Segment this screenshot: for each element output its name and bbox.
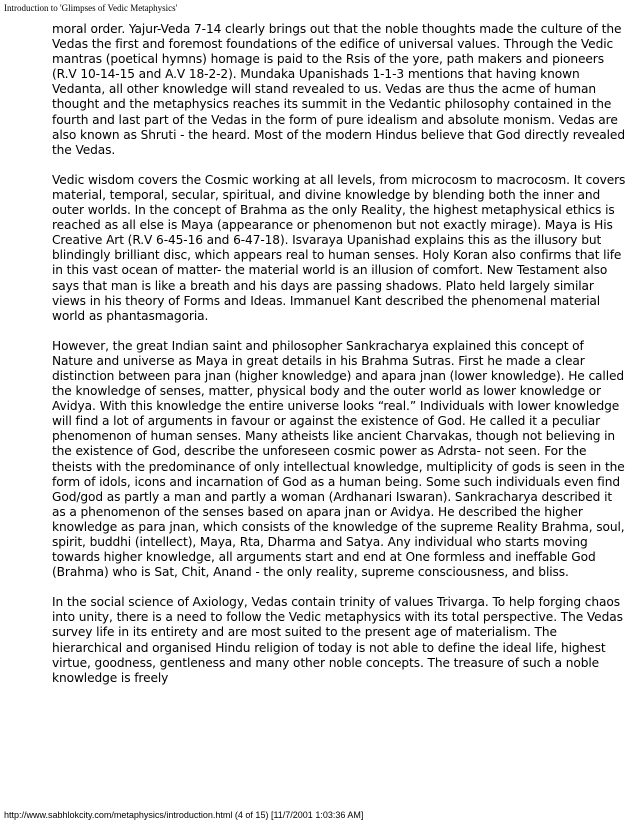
- paragraph-moral-order: moral order. Yajur-Veda 7-14 clearly brings out that the noble thoughts made the culture of the Vedas the first and foremost foundations of the edifice of universal values. Through the Vedic mantras (poetical hymns) homage is paid to the Rsis of the yore, path makers and pioneers (R.V 10-14-15 and A.V 18-2-2). Mundaka Upanishads 1-1-3 mentions that having known Vedanta, all other knowledge will stand revealed to us. Vedas are thus the acme of human thought and the metaphysics reaches its summit in the Vedantic philosophy contained in the fourth and last part of the Vedas in the form of pure idealism and absolute monism. Vedas are also known as Shruti - the heard. Most of the modern Hindus believe that God directly revealed the Vedas.: [52, 22, 625, 157]
- print-header-title: Introduction to 'Glimpses of Vedic Metaphysics': [4, 3, 178, 13]
- print-footer-url: http://www.sabhlokcity.com/metaphysics/introduction.html (4 of 15) [11/7/2001 1:03:36 AM]: [4, 810, 364, 820]
- article-body: [52, 22, 627, 686]
- paragraph-axiology: In the social science of Axiology, Vedas contain trinity of values Trivarga. To help forging chaos into unity, there is a need to follow the Vedic metaphysics with its total perspective. The Vedas survey life in its entirety and are most suited to the present age of materialism. The hierarchical and organised Hindu religion of today is not able to define the ideal life, highest virtue, goodness, gentleness and many other noble concepts. The treasure of such a noble knowledge is freely: [52, 595, 623, 685]
- paragraph-vedic-wisdom: Vedic wisdom covers the Cosmic working at all levels, from microcosm to macrocosm. It covers material, temporal, secular, spiritual, and divine knowledge by blending both the inner and outer worlds. In the concept of Brahma as the only Reality, the highest metaphysical ethics is reached as all else is Maya (appearance or phenomenon but not exactly mirage). Maya is His Creative Art (R.V 6-45-16 and 6-47-18). Isvaraya Upanishad explains this as the illusory but blindingly brilliant disc, which appears real to human senses. Holy Koran also confirms that life in this vast ocean of matter- the material world is an illusion of comfort. New Testament also says that man is like a breath and his days are passing shadows. Plato held largely similar views in his theory of Forms and Ideas. Immanuel Kant described the phenomenal material world as phantasmagoria.: [52, 172, 626, 323]
- paragraph-sankracharya: However, the great Indian saint and philosopher Sankracharya explained this concept of Nature and universe as Maya in great details in his Brahma Sutras. First he made a clear distinction between para jnan (higher knowledge) and apara jnan (lower knowledge). He called the knowledge of senses, matter, physical body and the outer world as lower knowledge or Avidya. With this knowledge the entire universe looks “real.” Individuals with lower knowledge will find a lot of arguments in favour or against the existence of God. He called it a peculiar phenomenon of human senses. Many atheists like ancient Charvakas, though not believing in the existence of God, describe the unforeseen cosmic power as Adrsta- not seen. For the theists with the predominance of only intellectual knowledge, multiplicity of gods is seen in the form of idols, icons and incarnation of God as a human being. Some such individuals even find God/god as partly a man and partly a woman (Ardhanari Iswaran). Sankracharya described it as a phenomenon of the senses based on apara jnan or Avidya. He described the higher knowledge as para jnan, which consists of the knowledge of the supreme Reality Brahma, soul, spirit, buddhi (intellect), Maya, Rta, Dharma and Satya. Any individual who starts moving towards higher knowledge, all arguments start and end at One formless and ineffable God (Brahma) who is Sat, Chit, Anand - the only reality, supreme consciousness, and bliss.: [52, 338, 625, 580]
